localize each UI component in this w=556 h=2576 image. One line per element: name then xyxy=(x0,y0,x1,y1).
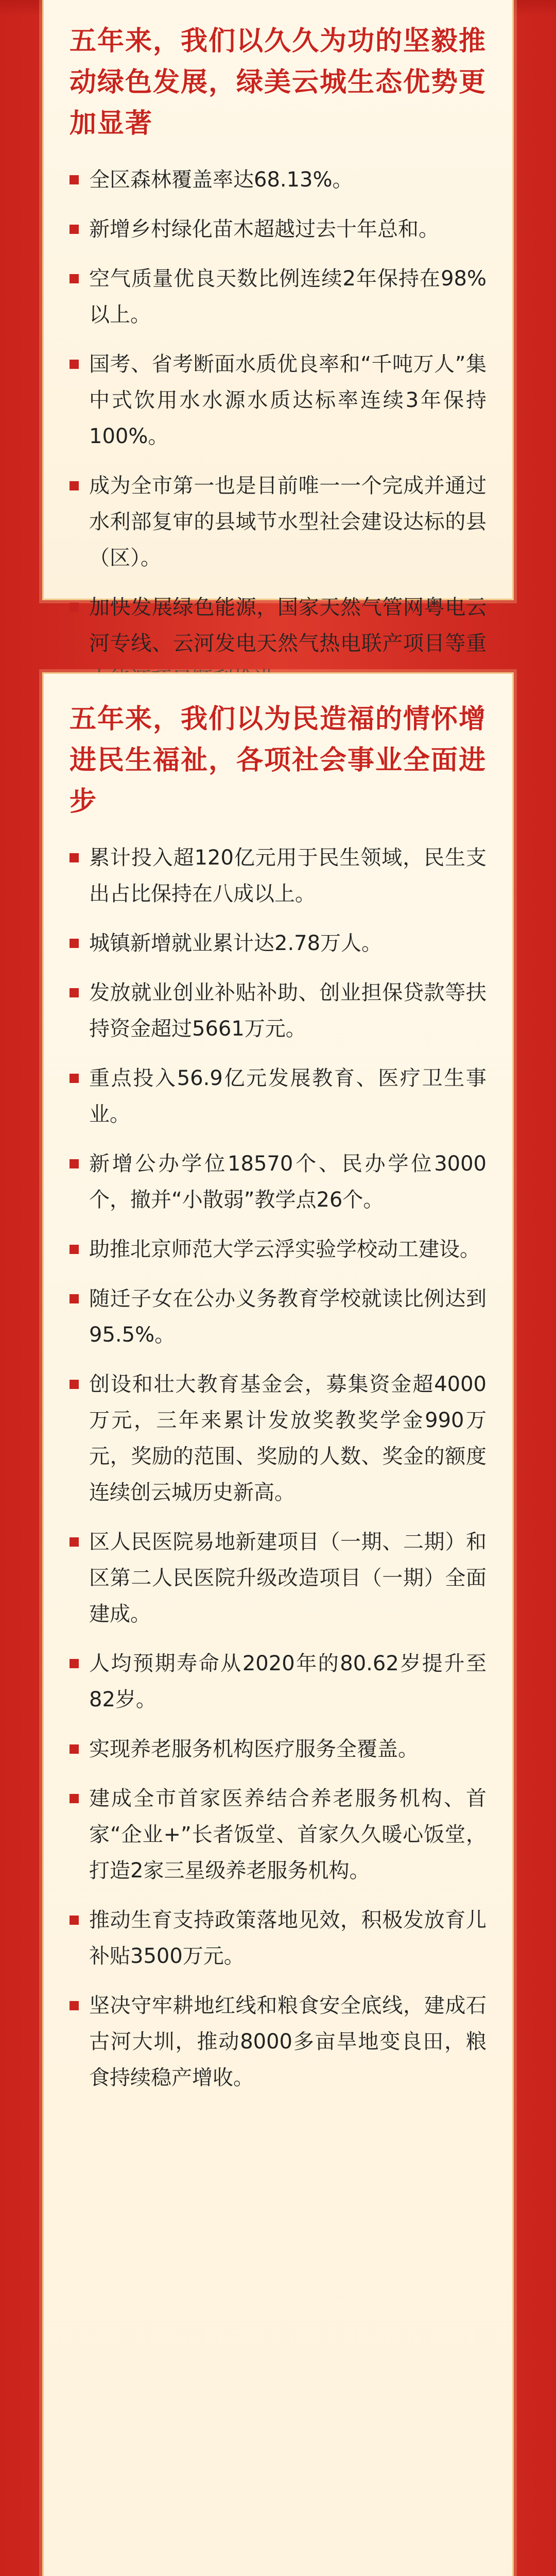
list-item-text: 城镇新增就业累计达2.78万人。 xyxy=(89,931,383,955)
list-item-text: 新增乡村绿化苗木超越过去十年总和。 xyxy=(89,217,439,241)
square-bullet-icon xyxy=(70,1794,79,1803)
list-item-text: 重点投入56.9亿元发展教育、医疗卫生事业。 xyxy=(89,1066,486,1126)
list-item xyxy=(70,162,486,198)
section-livelihood xyxy=(42,672,514,2576)
section2-list xyxy=(70,840,486,2096)
section-title: 五年来，我们以为民造福的情怀增进民生福祉，各项社会事业全面进步 xyxy=(70,703,487,817)
square-bullet-icon xyxy=(70,939,79,948)
list-item-text: 人均预期寿命从2020年的80.62岁提升至82岁。 xyxy=(89,1652,486,1711)
square-bullet-icon xyxy=(70,1744,79,1754)
square-bullet-icon xyxy=(70,988,79,997)
list-item-text: 全区森林覆盖率达68.13%。 xyxy=(89,168,353,192)
square-bullet-icon xyxy=(70,853,79,862)
list-item-text: 区人民医院易地新建项目（一期、二期）和区第二人民医院升级改造项目（一期）全面建成。 xyxy=(89,1530,486,1626)
list-item xyxy=(70,1060,486,1132)
list-item xyxy=(70,1146,486,1218)
list-item xyxy=(70,1366,486,1511)
list-item xyxy=(70,346,486,454)
list-item xyxy=(70,1988,486,2096)
square-bullet-icon xyxy=(70,1245,79,1254)
list-item xyxy=(70,1731,486,1767)
list-item xyxy=(70,211,486,247)
square-bullet-icon xyxy=(70,1074,79,1083)
section-title: 五年来，我们以久久为功的坚毅推动绿色发展，绿美云城生态优势更加显著 xyxy=(70,25,487,139)
square-bullet-icon xyxy=(70,1380,79,1389)
list-item-text: 空气质量优良天数比例连续2年保持在98%以上。 xyxy=(89,267,486,327)
list-item xyxy=(70,468,486,576)
square-bullet-icon xyxy=(70,225,79,234)
section1-list xyxy=(70,162,486,698)
square-bullet-icon xyxy=(70,1294,79,1303)
section-green-development xyxy=(42,0,514,655)
list-item xyxy=(70,1231,486,1267)
list-item-text: 推动生育支持政策落地见效，积极发放育儿补贴3500万元。 xyxy=(89,1908,486,1968)
square-bullet-icon xyxy=(70,603,79,612)
list-item-text: 坚决守牢耕地红线和粮食安全底线，建成石古河大圳，推动8000多亩旱地变良田，粮食持续稳产增收。 xyxy=(89,1994,486,2090)
list-item-text: 实现养老服务机构医疗服务全覆盖。 xyxy=(89,1737,419,1761)
list-item-text: 助推北京师范大学云浮实验学校动工建设。 xyxy=(89,1238,480,1261)
list-item xyxy=(70,1646,486,1718)
list-item xyxy=(70,1902,486,1974)
list-item xyxy=(70,1524,486,1632)
square-bullet-icon xyxy=(70,175,79,184)
list-item xyxy=(70,975,486,1047)
square-bullet-icon xyxy=(70,2001,79,2010)
square-bullet-icon xyxy=(70,1916,79,1925)
list-item-text: 创设和壮大教育基金会，募集资金超4000万元，三年来累计发放奖教奖学金990万元，奖励的范围、奖励的人数、奖金的额度连续创云城历史新高。 xyxy=(89,1372,486,1504)
list-item-text: 国考、省考断面水质优良率和“千吨万人”集中式饮用水水源水质达标率连续3年保持100%。 xyxy=(89,352,486,448)
square-bullet-icon xyxy=(70,481,79,490)
list-item-text: 建成全市首家医养结合养老服务机构、首家“企业+”长者饭堂、首家久久暖心饭堂，打造2家三星级养老服务机构。 xyxy=(89,1787,486,1883)
list-item xyxy=(70,1781,486,1889)
list-item xyxy=(70,1281,486,1353)
list-item xyxy=(70,261,486,333)
list-item-text: 新增公办学位18570个、民办学位3000个，撤并“小散弱”教学点26个。 xyxy=(89,1152,486,1212)
square-bullet-icon xyxy=(70,1537,79,1547)
list-item-text: 发放就业创业补贴补助、创业担保贷款等扶持资金超过5661万元。 xyxy=(89,981,486,1041)
list-item-text: 随迁子女在公办义务教育学校就读比例达到95.5%。 xyxy=(89,1287,486,1347)
square-bullet-icon xyxy=(70,1159,79,1168)
list-item-text: 加快发展绿色能源，国家天然气管网粤电云河专线、云河发电天然气热电联产项目等重 xyxy=(89,596,486,655)
square-bullet-icon xyxy=(70,360,79,369)
square-bullet-icon xyxy=(70,1659,79,1668)
list-item xyxy=(70,840,486,912)
list-item-text: 成为全市第一也是目前唯一一个完成并通过水利部复审的县域节水型社会建设达标的县（区）。 xyxy=(89,474,486,570)
list-item-text: 累计投入超120亿元用于民生领域，民生支出占比保持在八成以上。 xyxy=(89,846,486,906)
list-item xyxy=(70,925,486,961)
square-bullet-icon xyxy=(70,274,79,283)
